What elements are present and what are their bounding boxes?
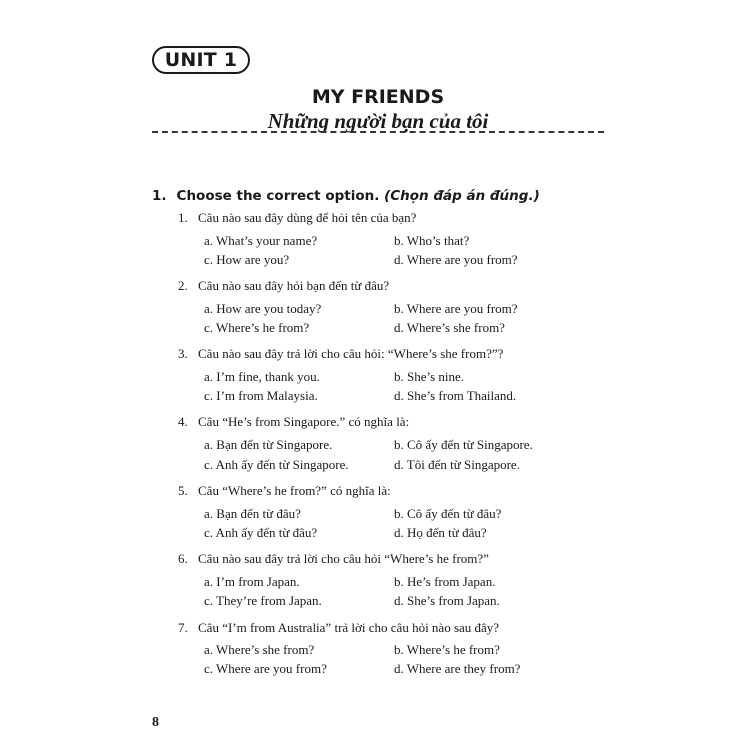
option-b: b. He’s from Japan. bbox=[394, 574, 496, 589]
section-heading bbox=[152, 188, 540, 204]
option-c: c. Anh ấy đến từ Singapore. bbox=[204, 457, 349, 472]
option-d: d. Where’s she from? bbox=[394, 320, 505, 335]
section-heading-translation: (Chọn đáp án đúng.) bbox=[384, 188, 540, 204]
option-b: b. Who’s that? bbox=[394, 233, 470, 248]
section-number: 1. bbox=[152, 188, 167, 204]
question-text: Câu nào sau đây dùng để hỏi tên của bạn? bbox=[198, 210, 417, 225]
question-number: 7. bbox=[178, 620, 188, 635]
question-text: Câu “He’s from Singapore.” có nghĩa là: bbox=[198, 414, 410, 429]
title-divider bbox=[152, 131, 604, 133]
option-d: d. Where are you from? bbox=[394, 252, 518, 267]
option-c: c. Anh ấy đến từ đâu? bbox=[204, 525, 318, 540]
option-b: b. Cô ấy đến từ Singapore. bbox=[394, 437, 533, 452]
question-number: 5. bbox=[178, 483, 188, 498]
option-d: d. Họ đến từ đâu? bbox=[394, 525, 487, 540]
option-a: a. I’m fine, thank you. bbox=[204, 369, 320, 384]
option-a: a. I’m from Japan. bbox=[204, 574, 300, 589]
option-c: c. They’re from Japan. bbox=[204, 593, 322, 608]
section-heading-text: Choose the correct option. bbox=[176, 188, 380, 204]
question-5 bbox=[178, 483, 391, 499]
option-c: c. Where are you from? bbox=[204, 661, 327, 676]
question-4 bbox=[178, 414, 409, 430]
question-2 bbox=[178, 278, 389, 294]
question-3 bbox=[178, 346, 503, 362]
option-c: c. Where’s he from? bbox=[204, 320, 310, 335]
question-text: Câu “Where’s he from?” có nghĩa là: bbox=[198, 483, 391, 498]
page-number: 8 bbox=[152, 715, 159, 730]
option-a: a. How are you today? bbox=[204, 301, 322, 316]
question-number: 2. bbox=[178, 278, 188, 293]
unit-label bbox=[152, 46, 250, 74]
question-number: 3. bbox=[178, 346, 188, 361]
question-number: 1. bbox=[178, 210, 188, 225]
option-a: a. Bạn đến từ đâu? bbox=[204, 506, 301, 521]
page-subtitle: Những người bạn của tôi bbox=[267, 109, 489, 133]
option-c: c. I’m from Malaysia. bbox=[204, 388, 318, 403]
question-6 bbox=[178, 551, 489, 567]
option-b: b. She’s nine. bbox=[394, 369, 465, 384]
question-1 bbox=[178, 210, 416, 226]
question-number: 6. bbox=[178, 551, 188, 566]
option-a: a. Where’s she from? bbox=[204, 642, 315, 657]
page-title: MY FRIENDS bbox=[311, 86, 445, 108]
option-b: b. Where’s he from? bbox=[394, 642, 500, 657]
question-7 bbox=[178, 620, 499, 636]
option-b: b. Cô ấy đến từ đâu? bbox=[394, 506, 502, 521]
question-text: Câu nào sau đây trả lời cho câu hỏi: “Where’s she from?”? bbox=[198, 346, 504, 361]
option-d: d. She’s from Thailand. bbox=[394, 388, 517, 403]
option-a: a. Bạn đến từ Singapore. bbox=[204, 437, 333, 452]
option-d: d. Tôi đến từ Singapore. bbox=[394, 457, 520, 472]
question-text: Câu nào sau đây trả lời cho câu hỏi “Where’s he from?” bbox=[198, 551, 489, 566]
question-text: Câu nào sau đây hỏi bạn đến từ đâu? bbox=[198, 278, 390, 293]
option-b: b. Where are you from? bbox=[394, 301, 518, 316]
option-d: d. She’s from Japan. bbox=[394, 593, 500, 608]
option-d: d. Where are they from? bbox=[394, 661, 521, 676]
question-number: 4. bbox=[178, 414, 188, 429]
option-c: c. How are you? bbox=[204, 252, 290, 267]
question-text: Câu “I’m from Australia” trả lời cho câu hỏi nào sau đây? bbox=[198, 620, 500, 635]
option-a: a. What’s your name? bbox=[204, 233, 318, 248]
unit-label-text: UNIT 1 bbox=[164, 49, 238, 71]
